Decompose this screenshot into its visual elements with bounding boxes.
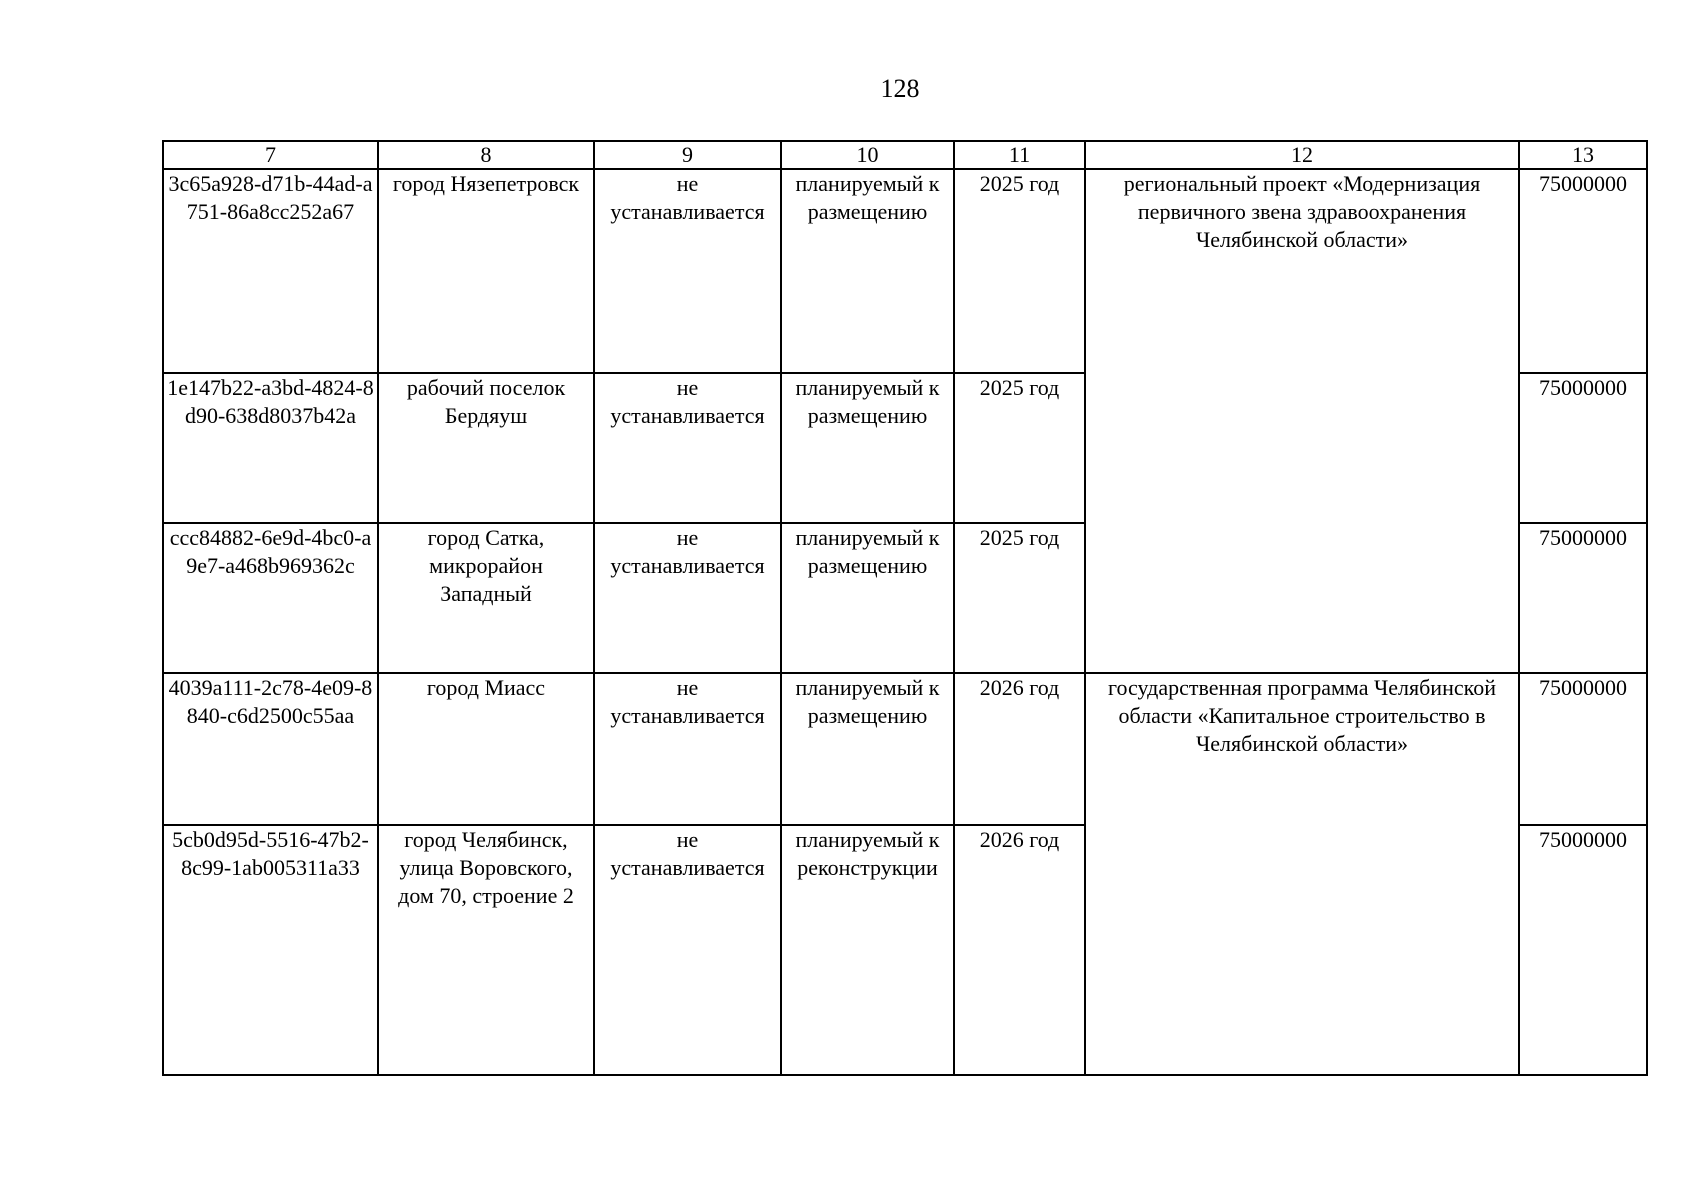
object-id-cell: 3c65a928-d71b-44ad-a751-86a8cc252a67 <box>163 169 378 373</box>
object-id-cell: 5cb0d95d-5516-47b2-8c99-1ab005311a33 <box>163 825 378 1075</box>
year-cell: 2026 год <box>954 673 1085 825</box>
location-cell: город Миасс <box>378 673 594 825</box>
header-row <box>163 141 1647 169</box>
amount-cell: 75000000 <box>1519 673 1647 825</box>
limit-cell: не устанавливается <box>594 169 781 373</box>
amount-cell: 75000000 <box>1519 523 1647 673</box>
year-cell: 2026 год <box>954 825 1085 1075</box>
location-cell: город Челябинск, улица Воровского, дом 70, строение 2 <box>378 825 594 1075</box>
location-cell: город Нязепетровск <box>378 169 594 373</box>
location-cell: рабочий поселок Бердяуш <box>378 373 594 523</box>
col-header-10: 10 <box>781 141 954 169</box>
table-row <box>163 169 1647 373</box>
year-cell: 2025 год <box>954 169 1085 373</box>
status-cell: планируемый к размещению <box>781 169 954 373</box>
page-number: 128 <box>880 74 920 103</box>
col-header-13: 13 <box>1519 141 1647 169</box>
limit-cell: не устанавливается <box>594 673 781 825</box>
location-cell: город Сатка, микрорайон Западный <box>378 523 594 673</box>
table-row <box>163 673 1647 825</box>
limit-cell: не устанавливается <box>594 523 781 673</box>
data-table <box>162 140 1648 1076</box>
status-cell: планируемый к размещению <box>781 373 954 523</box>
program-cell: региональный проект «Модернизация первичного звена здравоохранения Челябинской области» <box>1085 169 1519 673</box>
col-header-12: 12 <box>1085 141 1519 169</box>
status-cell: планируемый к реконструкции <box>781 825 954 1075</box>
object-id-cell: 1e147b22-a3bd-4824-8d90-638d8037b42a <box>163 373 378 523</box>
year-cell: 2025 год <box>954 373 1085 523</box>
col-header-7: 7 <box>163 141 378 169</box>
object-id-cell: 4039a111-2c78-4e09-8840-c6d2500c55aa <box>163 673 378 825</box>
col-header-9: 9 <box>594 141 781 169</box>
program-cell: государственная программа Челябинской области «Капитальное строительство в Челябинской области» <box>1085 673 1519 1075</box>
limit-cell: не устанавливается <box>594 825 781 1075</box>
amount-cell: 75000000 <box>1519 825 1647 1075</box>
col-header-8: 8 <box>378 141 594 169</box>
year-cell: 2025 год <box>954 523 1085 673</box>
amount-cell: 75000000 <box>1519 373 1647 523</box>
amount-cell: 75000000 <box>1519 169 1647 373</box>
col-header-11: 11 <box>954 141 1085 169</box>
status-cell: планируемый к размещению <box>781 523 954 673</box>
limit-cell: не устанавливается <box>594 373 781 523</box>
object-id-cell: ccc84882-6e9d-4bc0-a9e7-a468b969362c <box>163 523 378 673</box>
status-cell: планируемый к размещению <box>781 673 954 825</box>
